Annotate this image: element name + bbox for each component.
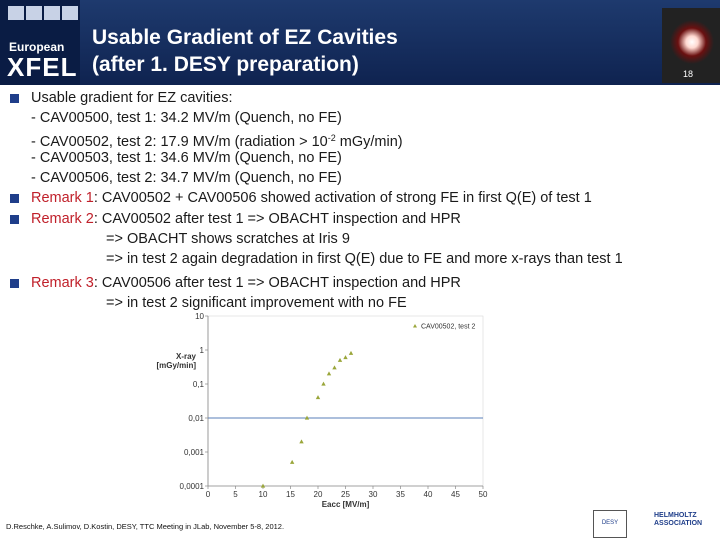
bullet-text: => OBACHT shows scratches at Iris 9 [106, 231, 350, 247]
bullet-text: Remark 3: CAV00506 after test 1 => OBACHT inspection and HPR [31, 275, 461, 291]
data-point [332, 365, 336, 369]
bullet-text: - CAV00506, test 2: 34.7 MV/m (Quench, no FE) [31, 170, 342, 186]
x-tick-label: 50 [478, 490, 488, 499]
x-tick-label: 40 [423, 490, 433, 499]
bullet-square-icon [10, 215, 19, 224]
legend-label: CAV00502, test 2 [421, 323, 476, 331]
footer-citation: D.Reschke, A.Sulimov, D.Kostin, DESY, TTC Meeting in JLab, November 5-8, 2012. [6, 522, 285, 531]
bullet-text: - CAV00503, test 1: 34.6 MV/m (Quench, no FE) [31, 150, 342, 166]
xfel-logo [0, 0, 80, 85]
data-point [290, 460, 294, 464]
bullet-text: Remark 2: CAV00502 after test 1 => OBACHT inspection and HPR [31, 211, 461, 227]
bullet-text: Remark 1: CAV00502 + CAV00506 showed activation of strong FE in first Q(E) of test 1 [31, 190, 592, 206]
data-point [343, 355, 347, 359]
data-point [321, 382, 325, 386]
logo-top-text: European [9, 40, 65, 54]
y-tick-label: 0,0001 [179, 482, 204, 491]
y-axis-label: X-ray [175, 352, 196, 361]
remark-label: Remark 1 [31, 190, 94, 206]
page-number: 18 [683, 69, 694, 79]
x-tick-label: 45 [451, 490, 460, 499]
x-tick-label: 5 [233, 490, 238, 499]
remark-label: Remark 3 [31, 275, 94, 291]
x-tick-label: 30 [368, 490, 378, 499]
logo-main-text: XFEL [7, 52, 78, 82]
bullet-square-icon [10, 194, 19, 203]
y-tick-label: 0,001 [183, 448, 204, 457]
data-point [338, 358, 342, 362]
x-tick-label: 20 [313, 490, 323, 499]
y-tick-label: 1 [199, 346, 204, 355]
helmholtz-logo: HELMHOLTZ ASSOCIATION [654, 512, 703, 527]
data-point [316, 395, 320, 399]
y-tick-label: 10 [195, 312, 204, 321]
x-tick-label: 0 [205, 490, 211, 499]
plot-area [208, 316, 483, 486]
data-point [327, 371, 331, 375]
slide-header [0, 0, 720, 85]
title-line-1: Usable Gradient of EZ Cavities [92, 26, 398, 49]
bullet-text: - CAV00502, test 2: 17.9 MV/m (radiation > $10^{-2}$ mGy/min) [31, 133, 403, 150]
bullet-text: => in test 2 significant improvement with no FE [106, 295, 407, 311]
x-tick-label: 25 [341, 490, 350, 499]
slide-title [92, 24, 652, 78]
remark-label: Remark 2 [31, 211, 94, 227]
x-tick-label: 35 [396, 490, 405, 499]
legend-marker [413, 324, 417, 328]
bullet-square-icon [10, 94, 19, 103]
y-tick-label: 0,1 [192, 380, 204, 389]
desy-logo: DESY [593, 510, 627, 538]
bullet-square-icon [10, 279, 19, 288]
x-tick-label: 15 [286, 490, 295, 499]
bullet-text: - CAV00500, test 1: 34.2 MV/m (Quench, no FE) [31, 110, 342, 126]
superscript: -2 [327, 133, 336, 143]
bullet-text: Usable gradient for EZ cavities: [31, 90, 233, 106]
bullet-text: => in test 2 again degradation in first Q(E) due to FE and more x-rays than test 1 [106, 251, 623, 267]
x-axis-label: Eacc [MV/m] [321, 500, 370, 509]
y-tick-label: 0,01 [188, 414, 204, 423]
data-point [299, 439, 303, 443]
title-line-2: (after 1. DESY preparation) [92, 53, 359, 76]
xray-chart [150, 306, 495, 516]
logo-squares [8, 6, 80, 25]
x-tick-label: 10 [258, 490, 268, 499]
y-axis-label: [mGy/min] [156, 361, 196, 370]
data-point [349, 351, 353, 355]
